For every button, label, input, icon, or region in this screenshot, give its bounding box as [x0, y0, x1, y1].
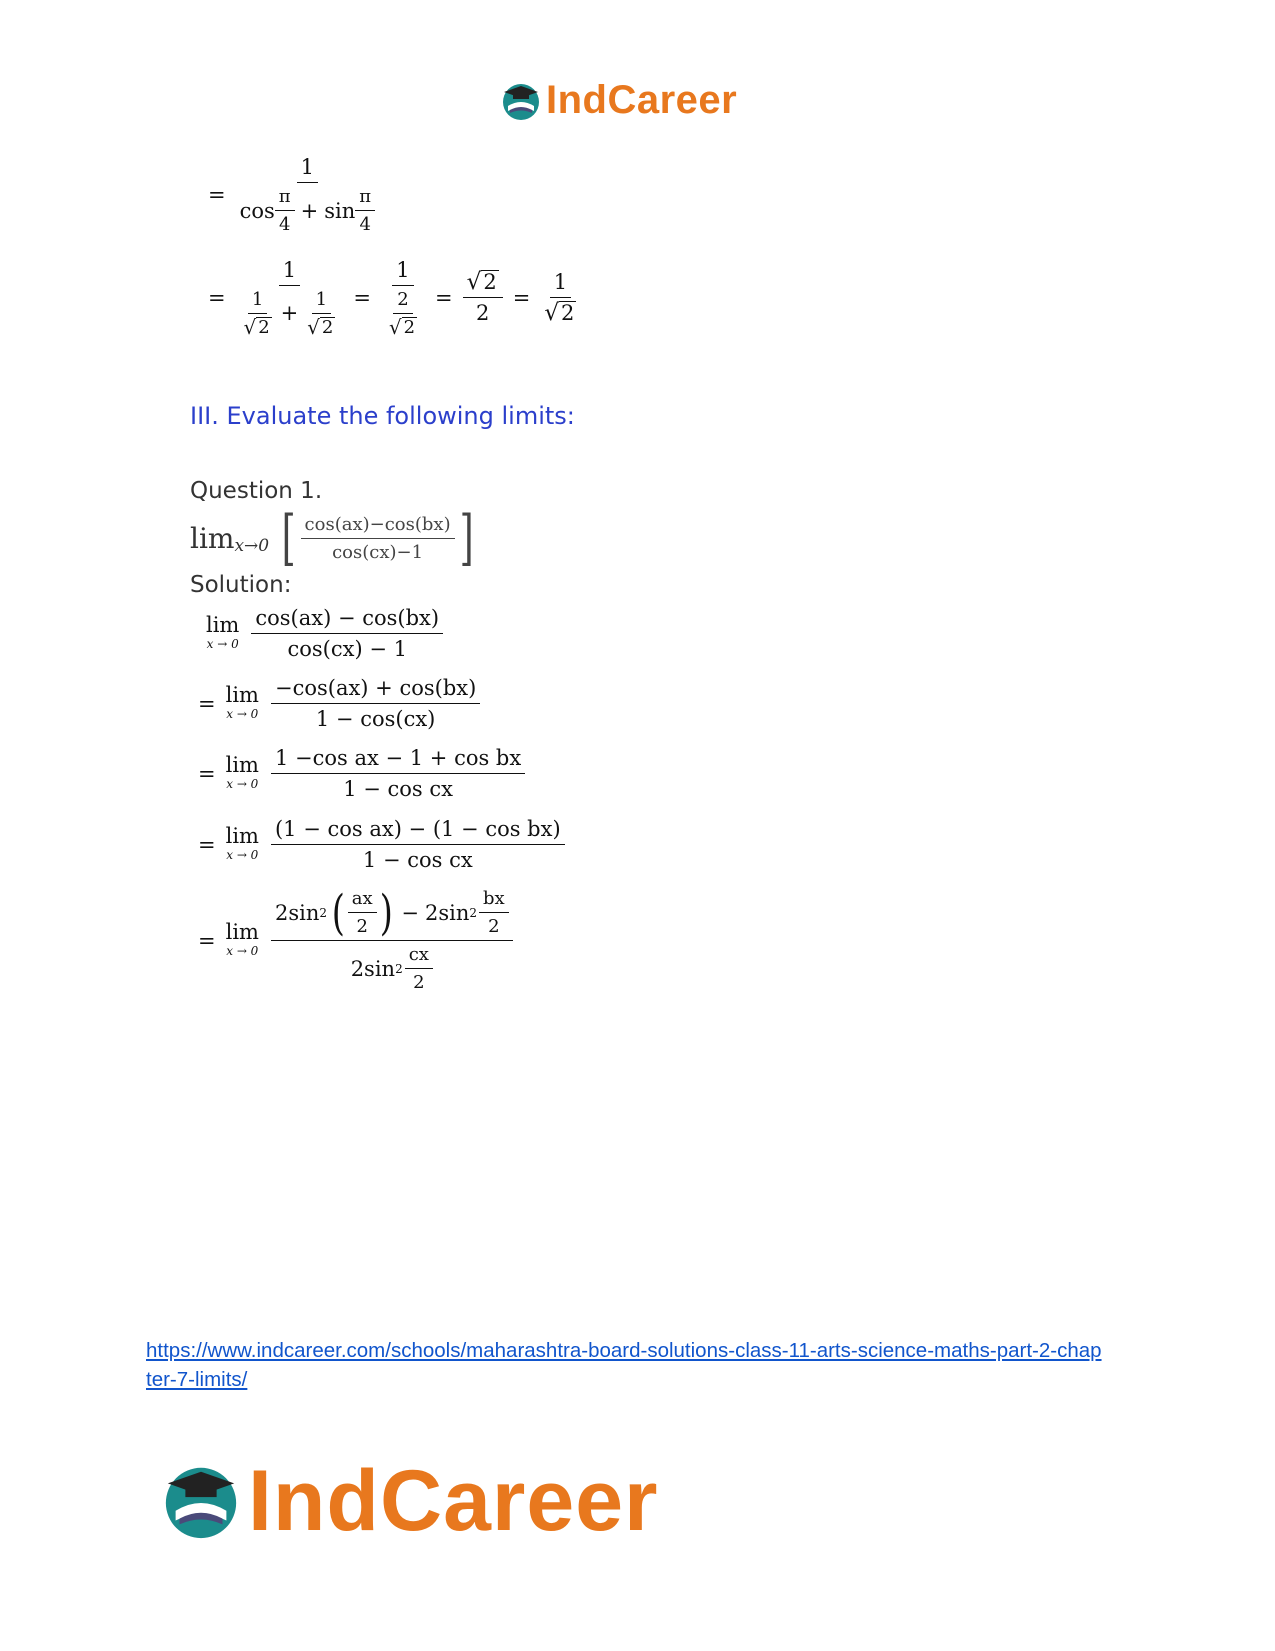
fraction: [463, 270, 503, 325]
two-sin-text: 2sin: [274, 900, 320, 925]
equals-sign: =: [435, 285, 453, 310]
numerator: [271, 884, 513, 941]
denominator: cos(cx)−1: [332, 541, 424, 563]
four: 4: [359, 214, 371, 235]
solution-line-4: [198, 817, 565, 872]
numerator: cx: [405, 944, 433, 969]
exponent: 2: [469, 905, 477, 920]
numerator: cos(ax) − cos(bx): [251, 606, 443, 634]
denominator: 2: [356, 916, 368, 937]
numerator: 1: [392, 258, 413, 286]
radicand: 2: [561, 301, 575, 326]
denominator: 1 − cos(cx): [315, 707, 436, 731]
exponent: 2: [395, 961, 403, 976]
plus-sign: +: [300, 198, 319, 223]
lim-text: lim: [206, 613, 240, 638]
lim-subscript: x→0: [234, 536, 270, 556]
lim-text: lim: [225, 824, 259, 849]
numerator: 1: [248, 289, 267, 314]
limit-operator: [226, 685, 259, 721]
equals-sign: =: [353, 285, 371, 310]
equals-sign: =: [208, 285, 226, 310]
radical-sign: √: [388, 315, 402, 339]
fraction: [271, 746, 525, 801]
right-bracket: ]: [459, 503, 474, 573]
logo-text: IndCareer: [248, 1453, 659, 1549]
graduation-cap-book-globe-icon: [500, 80, 542, 122]
fraction: [271, 884, 513, 993]
fraction: [381, 258, 425, 338]
lim-subscript: x → 0: [226, 944, 259, 959]
limit-operator: [226, 826, 259, 862]
graduation-cap-book-globe-icon: [160, 1460, 242, 1542]
bx-over-2: [479, 888, 509, 937]
cx-over-2: [405, 944, 433, 993]
right-paren: ): [379, 884, 393, 941]
limit-operator: [226, 922, 259, 958]
numerator: (1 − cos ax) − (1 − cos bx): [271, 817, 565, 845]
denominator: cos(cx) − 1: [287, 637, 407, 661]
logo-text: IndCareer: [546, 78, 738, 122]
numerator: bx: [479, 888, 509, 913]
fraction: [271, 676, 480, 731]
math-step-2: [198, 258, 580, 338]
fraction: [271, 817, 565, 872]
two-sin-text: 2sin: [350, 956, 396, 981]
numerator: 1: [297, 155, 318, 183]
lim-subscript: x → 0: [226, 848, 259, 863]
denominator: 2: [475, 301, 490, 326]
radicand: 2: [483, 270, 497, 295]
left-bracket: [: [281, 503, 296, 573]
equals-sign: =: [208, 183, 226, 207]
two-over-root-two: [385, 289, 421, 338]
two-sin-text: 2sin: [424, 900, 470, 925]
sqrt-two: [385, 314, 421, 338]
numerator: 2: [393, 289, 412, 314]
fraction: [251, 606, 443, 661]
denominator: [236, 286, 344, 338]
sqrt-two: [463, 270, 503, 298]
four: 4: [278, 214, 291, 235]
radicand: 2: [321, 317, 334, 338]
question-fraction: [301, 514, 455, 563]
solution-line-5: [198, 884, 513, 993]
question-expression: [190, 503, 478, 573]
lim-text: lim: [190, 521, 235, 555]
denominator: 1 − cos cx: [343, 777, 453, 801]
one-over-root-two: [240, 289, 276, 338]
denominator: [381, 286, 425, 338]
cos-text: cos: [239, 198, 275, 223]
numerator: 1: [279, 258, 300, 286]
solution-line-2: [198, 676, 480, 731]
pi: π: [355, 186, 375, 211]
numerator: cos(ax)−cos(bx): [301, 514, 455, 539]
pi-over-4: [355, 186, 375, 235]
section-heading: III. Evaluate the following limits:: [190, 402, 575, 430]
limit-operator: [226, 755, 259, 791]
fraction: [236, 155, 380, 235]
equals-sign: =: [198, 928, 216, 953]
left-paren: (: [331, 884, 345, 941]
lim-text: lim: [225, 920, 259, 945]
numerator: 1: [550, 270, 571, 298]
fraction: [540, 270, 580, 325]
footer-link[interactable]: https://www.indcareer.com/schools/maharashtra-board-solutions-class-11-arts-science-maths-part-2-chapter-7-limits/: [146, 1339, 1102, 1391]
radical-sign: √: [544, 299, 560, 326]
fraction: [236, 258, 344, 338]
numerator: −cos(ax) + cos(bx): [271, 676, 480, 704]
denominator: [347, 941, 437, 993]
lim-text: lim: [225, 683, 259, 708]
pi: π: [275, 186, 295, 211]
minus-sign: −: [401, 900, 419, 925]
one-over-root-two: [303, 289, 339, 338]
solution-line-3: [198, 746, 525, 801]
question-label: Question 1.: [190, 478, 323, 504]
header-logo: [500, 78, 737, 123]
equals-sign: =: [198, 832, 216, 857]
plus-sign: +: [280, 301, 299, 326]
exponent: 2: [319, 905, 327, 920]
equals-sign: =: [512, 285, 531, 310]
radicand: 2: [258, 317, 270, 338]
equals-sign: =: [198, 691, 216, 716]
denominator: 2: [413, 972, 425, 993]
footer-logo: [160, 1453, 659, 1549]
numerator: 1: [312, 289, 331, 314]
numerator: 1 −cos ax − 1 + cos bx: [271, 746, 525, 774]
lim-subscript: x → 0: [226, 707, 259, 722]
numerator: ax: [348, 888, 377, 913]
solution-line-1: [206, 606, 443, 661]
radical-sign: √: [466, 268, 482, 295]
math-step-1: [198, 155, 379, 235]
lim-text: lim: [225, 753, 259, 778]
ax-over-2: [348, 888, 377, 937]
lim-subscript: x → 0: [226, 777, 259, 792]
equals-sign: =: [198, 761, 216, 786]
radical-sign: √: [243, 315, 257, 339]
pi-over-4: [275, 186, 295, 235]
radical-sign: √: [307, 315, 320, 339]
solution-label: Solution:: [190, 572, 292, 598]
sqrt-two: [240, 314, 276, 338]
sqrt-two: [540, 298, 580, 325]
denominator: [236, 183, 380, 235]
radicand: 2: [403, 317, 416, 338]
sqrt-two: [303, 314, 339, 338]
limit-operator: [206, 615, 239, 651]
denominator: 2: [488, 916, 500, 937]
lim-subscript: x → 0: [206, 637, 239, 652]
sin-text: sin: [324, 198, 356, 223]
denominator: 1 − cos cx: [362, 848, 473, 872]
